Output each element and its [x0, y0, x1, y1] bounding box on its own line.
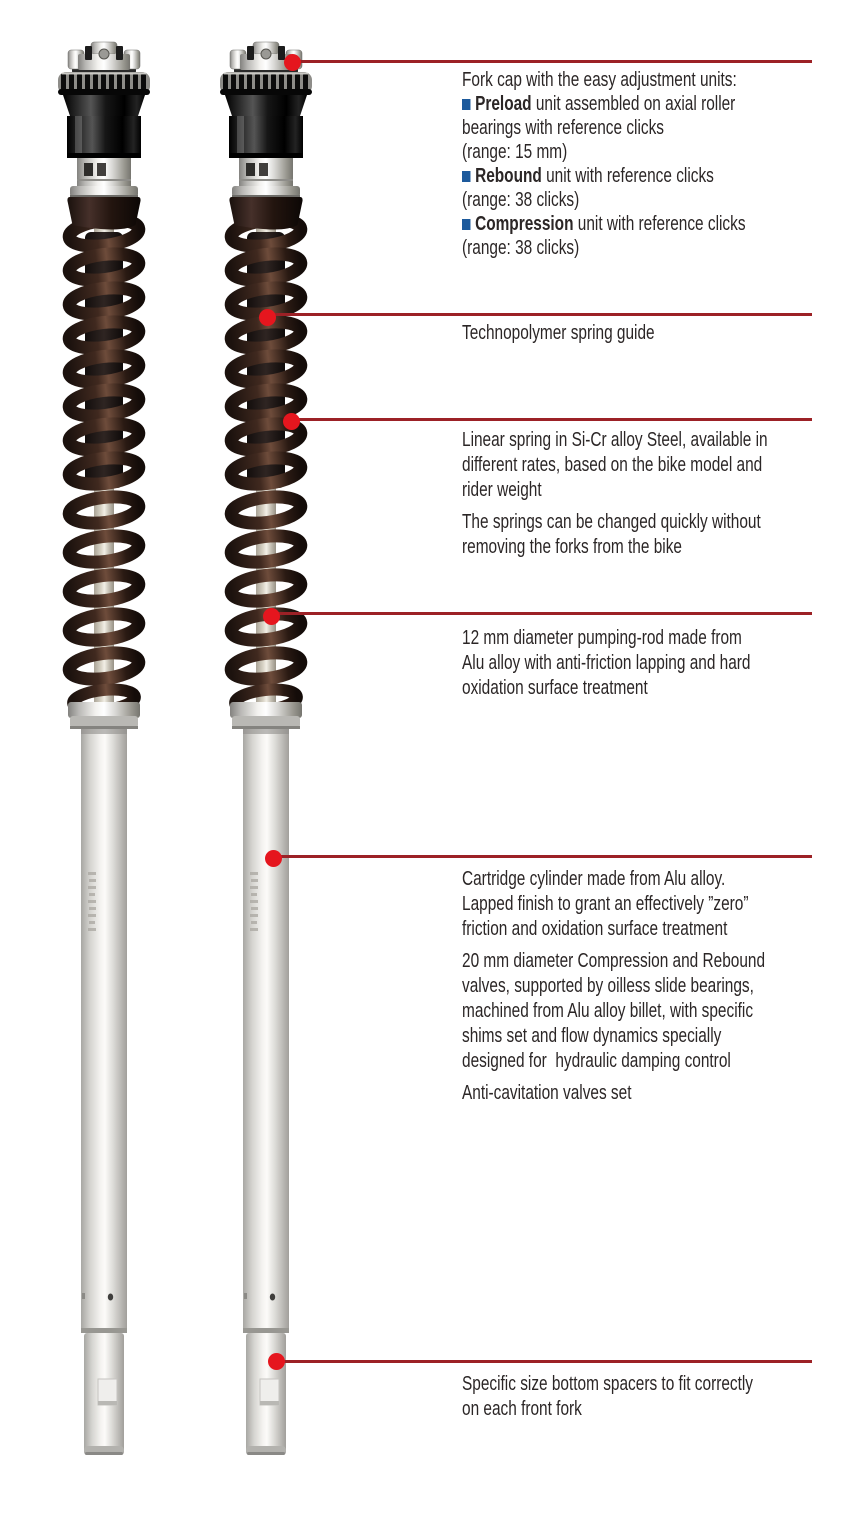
callout-text-cartridge-cylinder: Cartridge cylinder made from Alu alloy. Lapped finish to grant an effectively ”zero” friction and oxidation surface treatment 20 mm diameter Compression and Rebound valves, supported by oilless slide bearings, machined from Alu alloy billet, with specific shims set and flow dynamics specially designed for hydraulic damping control Anti-cavitation valves set — [462, 868, 766, 1104]
fork-cartridge-left-illustration — [54, 40, 154, 1465]
callout-line-linear-spring — [291, 418, 812, 421]
callout-dot-fork-cap — [284, 54, 301, 71]
callout-text-fork-cap: Fork cap with the easy adjustment units: Preload unit assembled on axial roller bearings with reference clicks (range: 15 mm) Rebound unit with reference clicks (range: 38 clicks) Compression unit with reference clicks (range: 38 clicks) — [462, 69, 746, 259]
bullet-square-icon — [462, 219, 470, 230]
bullet-square-icon — [462, 99, 470, 110]
callout-line-fork-cap — [292, 60, 812, 63]
callout-dot-pumping-rod — [263, 608, 280, 625]
callout-line-cartridge-cylinder — [273, 855, 812, 858]
callout-dot-linear-spring — [283, 413, 300, 430]
callout-dot-cartridge-cylinder — [265, 850, 282, 867]
callout-line-pumping-rod — [271, 612, 812, 615]
callout-line-bottom-spacer — [276, 1360, 812, 1363]
callout-text-linear-spring: Linear spring in Si-Cr alloy Steel, available in different rates, based on the bike model and rider weight The springs can be changed quickly without removing the forks from the bike — [462, 429, 768, 558]
callout-dot-bottom-spacer — [268, 1353, 285, 1370]
callout-text-pumping-rod: 12 mm diameter pumping-rod made from Alu alloy with anti-friction lapping and hard oxidation surface treatment — [462, 627, 751, 699]
fork-cartridge-right-illustration — [216, 40, 316, 1465]
callout-line-spring-guide — [267, 313, 812, 316]
callout-text-spring-guide: Technopolymer spring guide — [462, 322, 655, 344]
callout-dot-spring-guide — [259, 309, 276, 326]
bullet-square-icon — [462, 171, 470, 182]
callout-text-bottom-spacer: Specific size bottom spacers to fit correctly on each front fork — [462, 1373, 753, 1420]
